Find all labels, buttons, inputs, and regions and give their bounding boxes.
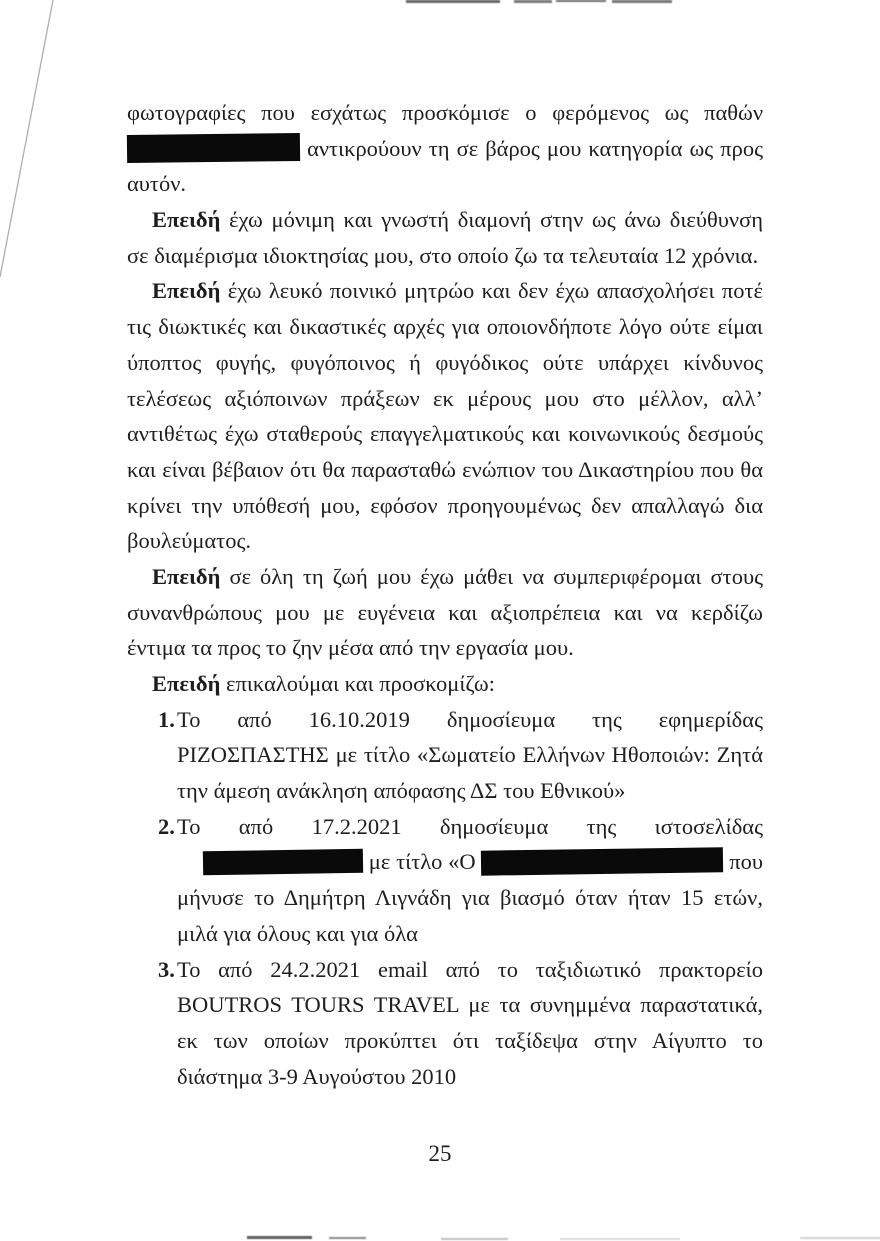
paragraph-3-line-2: τις διωκτικές και δικαστικές αρχές για οποιονδήποτε λόγο ούτε είμαι — [127, 314, 763, 340]
redaction-box — [481, 848, 723, 876]
text-segment: Το από 17.2.2021 δημοσίευμα της ιστοσελίδας — [177, 813, 763, 839]
list-item-2-line-1 — [158, 809, 763, 845]
scan-artifact-top-edge — [556, 0, 606, 2]
list-item-3-line-3: εκ των οποίων προκύπτει ότι ταξίδεψα στην Αίγυπτο το — [177, 1027, 763, 1053]
scan-artifact-top-edge — [514, 0, 552, 3]
text-segment: Το από 24.2.2021 email από το ταξιδιωτικό πρακτορείο — [177, 956, 763, 982]
list-item-2-number: 2. — [158, 813, 175, 839]
list-item-1-line-3: την άμεση ανάκληση απόφασης ΔΣ του Εθνικού» — [177, 778, 626, 804]
scan-artifact-bottom-edge — [329, 1237, 366, 1239]
paragraph-4-line-2: συνανθρώπους μου με ευγένεια και αξιοπρέπεια και να κερδίζω — [127, 599, 763, 625]
scan-artifact-top-edge — [612, 0, 672, 3]
page-number: 25 — [428, 1141, 452, 1166]
paragraph-4-line-3: έντιμα τα προς το ζην μέσα από την εργασία μου. — [127, 635, 574, 661]
scan-artifact-bottom-edge — [441, 1238, 508, 1240]
paragraph-4-line-1 — [127, 559, 763, 595]
paragraph-5-line-1 — [127, 666, 763, 702]
keyword-epeidi: Επειδή — [152, 207, 221, 233]
paragraph-1-line-3: αυτόν. — [127, 171, 187, 197]
text-segment: σε όλη τη ζωή μου έχω μάθει να συμπεριφέρομαι στους — [229, 563, 764, 589]
text-segment: αντικρούουν τη σε βάρος μου κατηγορία ως προς — [307, 135, 763, 161]
paragraph-3-line-4: τελέσεως αξιόποινων πράξεων εκ μέρους μου στο μέλλον, αλλ’ — [127, 385, 763, 411]
text-segment: που — [729, 849, 764, 875]
keyword-epeidi: Επειδή — [152, 671, 221, 696]
list-item-3-line-4: διάστημα 3-9 Αυγούστου 2010 — [177, 1063, 457, 1089]
list-item-2-line-2 — [177, 844, 763, 880]
paragraph-1-line-2 — [127, 131, 763, 167]
paragraph-2-line-1 — [127, 202, 763, 238]
paragraph-3-line-1 — [127, 273, 763, 309]
scan-artifact-top-edge — [406, 0, 500, 3]
list-item-2-line-3: μήνυσε το Δημήτρη Λιγνάδη για βιασμό όταν ήταν 15 ετών, — [177, 885, 763, 911]
paragraph-3-line-5: αντιθέτως έχω σταθερούς επαγγελματικούς και κοινωνικούς δεσμούς — [127, 421, 763, 447]
paragraph-3-line-3: ύποπτος φυγής, φυγόποινος ή φυγόδικος ούτε υπάρχει κίνδυνος — [127, 349, 763, 375]
paragraph-3-line-7: κρίνει την υπόθεσή μου, εφόσον προηγουμένως δεν απαλλαγώ δια — [127, 492, 763, 518]
keyword-epeidi: Επειδή — [152, 563, 221, 589]
paragraph-3-line-6: και είναι βέβαιον ότι θα παρασταθώ ενώπιον του Δικαστηρίου που θα — [127, 456, 763, 482]
document-body — [127, 95, 763, 1094]
list-item-1-number: 1. — [158, 706, 175, 732]
text-segment: Το από 16.10.2019 δημοσίευμα της εφημερίδας — [177, 706, 763, 732]
list-item-2-line-4: μιλά για όλους και για όλα — [177, 920, 418, 946]
keyword-epeidi: Επειδή — [152, 278, 221, 304]
scan-artifact-bottom-edge — [560, 1238, 680, 1240]
text-segment: έχω μόνιμη και γνωστή διαμονή στην ως άνω διεύθυνση — [229, 207, 763, 233]
redaction-box — [203, 849, 363, 876]
list-item-1-line-1 — [158, 702, 763, 738]
paragraph-2-line-2: σε διαμέρισμα ιδιοκτησίας μου, στο οποίο ζω τα τελευταία 12 χρόνια. — [127, 242, 759, 268]
paragraph-1-line-1: φωτογραφίες που εσχάτως προσκόμισε ο φερόμενος ως παθών — [127, 100, 763, 125]
list-item-3-number: 3. — [158, 956, 175, 982]
scan-artifact-bottom-edge — [800, 1237, 880, 1239]
text-segment: έχω λευκό ποινικό μητρώο και δεν έχω απασχολήσει ποτέ — [227, 278, 763, 304]
list-item-3-line-2: BOUTROS TOURS TRAVEL με τα συνημμένα παραστατικά, — [177, 992, 763, 1018]
list-item-1-line-2: ΡΙΖΟΣΠΑΣΤΗΣ με τίτλο «Σωματείο Ελλήνων Ηθοποιών: Ζητά — [177, 742, 763, 768]
list-item-3-line-1 — [158, 952, 763, 988]
text-segment: με τίτλο «Ο — [368, 849, 476, 875]
scan-artifact-diagonal-line — [0, 0, 60, 285]
redaction-box — [127, 133, 300, 163]
text-segment: επικαλούμαι και προσκομίζω: — [226, 671, 495, 696]
scan-artifact-bottom-edge — [247, 1236, 312, 1239]
paragraph-3-line-8: βουλεύματος. — [127, 528, 252, 554]
